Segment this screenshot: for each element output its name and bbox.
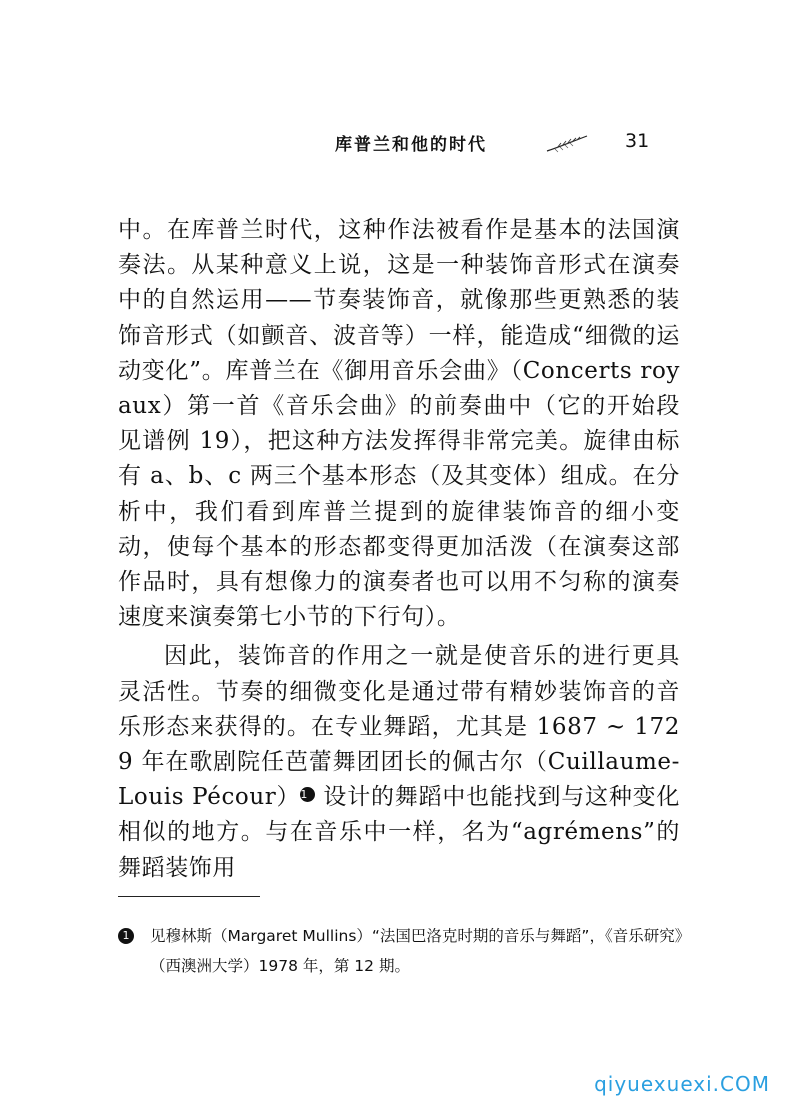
footnote-divider — [118, 896, 260, 897]
running-title: 库普兰和他的时代 — [335, 135, 487, 155]
paragraph-2-text-before-note: 因此，装饰音的作用之一就是使音乐的进行更具灵活性。节奏的细微变化是通过带有精妙装饰音的音乐形态来获得的。在专业舞蹈，尤其是 1687 ~ 1729 年在歌剧院任芭蕾舞团团长的佩古尔（Cuillaume-Louis Pécour） — [118, 643, 680, 811]
paragraph-2-text-after-note: 设计的舞蹈中也能找到与这种变化相似的地方。与在音乐中一样，名为“agrémens”的舞蹈装饰用 — [118, 784, 680, 881]
body-text — [118, 213, 680, 886]
site-watermark: qiyuexuexi.COM — [594, 1072, 770, 1096]
paragraph-1: 中。在库普兰时代，这种作法被看作是基本的法国演奏法。从某种意义上说，这是一种装饰音形式在演奏中的自然运用——节奏装饰音，就像那些更熟悉的装饰音形式（如颤音、波音等）一样，能造成“细微的运动变化”。库普兰在《御用音乐会曲》（Concerts royaux）第一首《音乐会曲》的前奏曲中（它的开始段见谱例 19），把这种方法发挥得非常完美。旋律由标有 a、b、c 两三个基本形态（及其变体）组成。在分析中，我们看到库普兰提到的旋律装饰音的细小变动，使每个基本的形态都变得更加活泼（在演奏这部作品时，具有想像力的演奏者也可以用不匀称的演奏速度来演奏第七小节的下行句）。 — [118, 217, 680, 631]
paragraph-2 — [118, 639, 680, 885]
feather-ornament-icon — [545, 134, 589, 154]
footnote-text: 见穆林斯（Margaret Mullins）“法国巴洛克时期的音乐与舞蹈”，《音乐研究》（西澳洲大学）1978 年，第 12 期。 — [150, 927, 683, 975]
footnote-reference-marker[interactable]: 1 — [300, 787, 315, 802]
page-number: 31 — [625, 130, 650, 152]
footnote — [122, 921, 690, 981]
running-header — [0, 128, 794, 158]
footnote-marker: 1 — [118, 928, 134, 944]
